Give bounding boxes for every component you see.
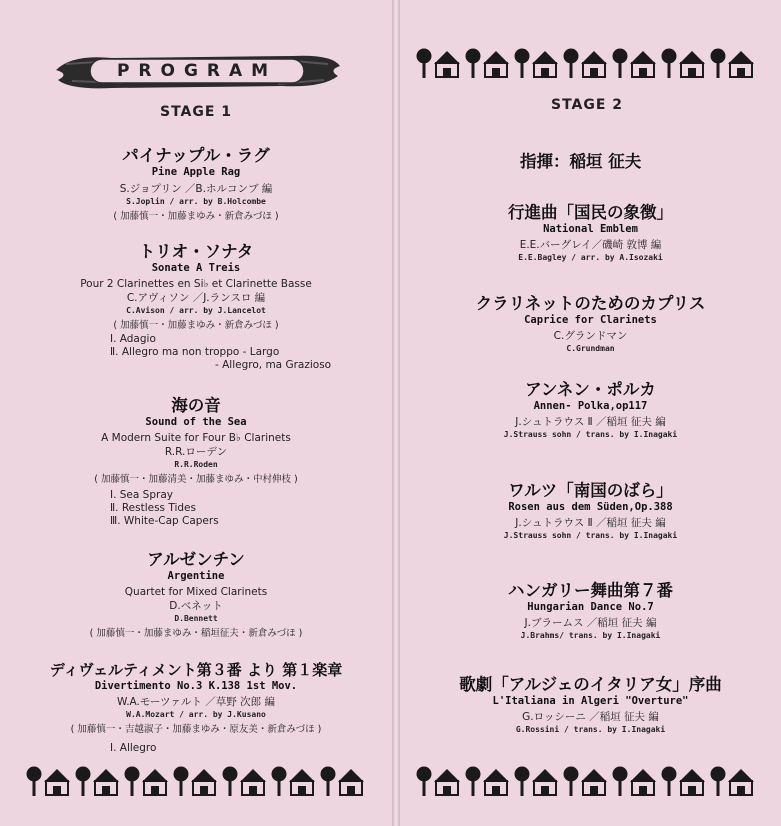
piece-credit: W.A.Mozart / arr. by J.Kusano <box>126 710 266 719</box>
movement: Ⅲ. White-Cap Capers <box>110 515 219 527</box>
piece-credit: C.Grundman <box>566 344 615 353</box>
tree-house-border-icon <box>416 764 762 800</box>
tree-house-tile-icon <box>27 767 71 797</box>
piece-title-en: Argentine <box>167 570 225 582</box>
tree-house-tile-icon <box>272 767 316 797</box>
piece-title-en: L'Italiana in Algeri "Overture" <box>492 695 689 707</box>
tree-house-tile-icon <box>125 767 169 797</box>
piece-credit: S.Joplin / arr. by B.Holcombe <box>126 197 266 206</box>
tree-house-tile-icon <box>417 767 461 797</box>
piece-title-jp: 海の音 <box>171 396 221 415</box>
tree-house-tile-icon <box>613 767 657 797</box>
piece-divertimento <box>0 660 392 737</box>
tree-house-border-icon <box>26 764 372 800</box>
piece-performers: ( 加藤慎一・加藤まゆみ・新倉みづほ ) <box>113 320 279 331</box>
tree-house-tile-icon <box>515 767 559 797</box>
piece-composer: R.R.ローデン <box>164 446 228 458</box>
tree-house-tile-icon <box>466 767 510 797</box>
tree-house-tile-icon <box>662 767 706 797</box>
tree-house-tile-icon <box>515 49 559 79</box>
movement: Ⅱ. Allegro ma non troppo - Largo <box>110 346 280 358</box>
piece-credit: J.Strauss sohn / trans. by I.Inagaki <box>503 430 678 439</box>
movement: Ⅰ. Adagio <box>110 333 156 345</box>
piece-credit: J.Brahms/ trans. by I.Inagaki <box>520 631 661 640</box>
piece-title-jp: ワルツ「南国のばら」 <box>508 481 673 500</box>
piece-instrumentation: Quartet for Mixed Clarinets <box>124 586 268 598</box>
piece-performers: ( 加藤慎一・加藤まゆみ・稲垣征夫・新倉みづほ ) <box>89 628 303 639</box>
piece-composer: C.アヴィソン ／J.ランスロ 編 <box>126 292 266 304</box>
piece-title-en: Sonate A Treis <box>151 262 241 274</box>
piece-hungarian-dance <box>400 581 781 641</box>
piece-title-en: Annen- Polka,op117 <box>533 400 648 412</box>
program-banner-text: PROGRAM <box>116 61 278 81</box>
book-gutter <box>392 0 400 826</box>
tree-house-tile-icon <box>223 767 267 797</box>
piece-pine-apple-rag <box>0 146 392 224</box>
piece-credit: D.Bennett <box>174 614 218 623</box>
piece-title-jp: クラリネットのためのカプリス <box>475 294 706 313</box>
piece-annen-polka <box>400 380 781 440</box>
piece-performers: ( 加藤慎一・加藤まゆみ・新倉みづほ ) <box>113 211 279 222</box>
right-page <box>400 0 781 826</box>
piece-title-jp: アルゼンチン <box>147 550 245 569</box>
piece-instrumentation: A Modern Suite for Four B♭ Clarinets <box>101 432 291 444</box>
piece-title-jp: パイナップル・ラグ <box>122 146 270 165</box>
piece-credit: G.Rossini / trans. by I.Inagaki <box>515 725 666 734</box>
tree-house-tile-icon <box>564 767 608 797</box>
tree-house-tile-icon <box>564 49 608 79</box>
piece-caprice <box>400 294 781 354</box>
piece-composer: D.ベネット <box>169 600 223 612</box>
piece-instrumentation: Pour 2 Clarinettes en Si♭ et Clarinette Basse <box>80 278 312 290</box>
piece-composer: J.ブラームス ／稲垣 征夫 編 <box>524 617 657 629</box>
piece-composer: G.ロッシーニ ／稲垣 征夫 編 <box>522 711 659 723</box>
piece-title-en: Hungarian Dance No.7 <box>527 601 654 613</box>
piece-credit: R.R.Roden <box>174 460 218 469</box>
piece-sonate-a-treis <box>0 242 392 333</box>
piece-italiana-in-algeri <box>400 675 781 735</box>
piece-title-jp: アンネン・ポルカ <box>525 380 656 399</box>
piece-title-en: Sound of the Sea <box>145 416 247 428</box>
movement: Ⅰ. Allegro <box>110 742 157 754</box>
piece-performers: ( 加藤慎一・吉越淑子・加藤まゆみ・原友美・新倉みづほ ) <box>70 724 322 735</box>
piece-title-jp: 行進曲「国民の象徴」 <box>508 203 673 222</box>
stage-2-heading: STAGE 2 <box>551 97 624 113</box>
piece-title-en: National Emblem <box>543 223 638 235</box>
piece-national-emblem <box>400 203 781 263</box>
piece-credit: J.Strauss sohn / trans. by I.Inagaki <box>503 531 678 540</box>
piece-composer: E.E.バーグレイ／磯崎 敦博 編 <box>519 239 662 251</box>
stage-1-heading: STAGE 1 <box>160 104 233 120</box>
piece-credit: E.E.Bagley / arr. by A.Isozaki <box>518 253 663 262</box>
tree-house-tile-icon <box>711 49 755 79</box>
piece-composer: W.A.モーツァルト ／草野 次郎 編 <box>117 696 275 708</box>
tree-house-tile-icon <box>76 767 120 797</box>
piece-title-en: Divertimento No.3 K.138 1st Mov. <box>94 680 298 692</box>
movement: - Allegro, ma Grazioso <box>215 359 332 371</box>
piece-title-jp: トリオ・ソナタ <box>138 242 254 261</box>
piece-sound-of-the-sea <box>0 396 392 487</box>
conductor-line: 指揮：稲垣 征夫 <box>520 152 642 171</box>
movement: Ⅰ. Sea Spray <box>110 489 173 501</box>
piece-title-en: Caprice for Clarinets <box>524 314 657 326</box>
piece-performers: ( 加藤慎一・加藤清美・加藤まゆみ・中村伸枝 ) <box>94 474 298 485</box>
piece-composer: J.シュトラウス Ⅱ ／稲垣 征夫 編 <box>515 517 666 529</box>
tree-house-tile-icon <box>174 767 218 797</box>
tree-house-tile-icon <box>466 49 510 79</box>
piece-composer: S.ジョプリン ／B.ホルコンブ 編 <box>119 183 273 195</box>
piece-title-en: Pine Apple Rag <box>151 166 241 178</box>
tree-house-tile-icon <box>711 767 755 797</box>
piece-title-jp: ハンガリー舞曲第７番 <box>508 581 673 600</box>
movement: Ⅱ. Restless Tides <box>110 502 196 514</box>
tree-house-tile-icon <box>417 49 461 79</box>
piece-argentine <box>0 550 392 641</box>
tree-house-tile-icon <box>321 767 365 797</box>
tree-house-tile-icon <box>613 49 657 79</box>
tree-house-border-icon <box>416 46 762 82</box>
piece-credit: C.Avison / arr. by J.Lancelot <box>126 306 266 315</box>
piece-composer: C.グランドマン <box>553 330 628 342</box>
tree-house-tile-icon <box>662 49 706 79</box>
piece-rosen-aus-dem-suden <box>400 481 781 541</box>
piece-title-jp: 歌劇「アルジェのイタリア女」序曲 <box>459 675 722 694</box>
piece-composer: J.シュトラウス Ⅱ ／稲垣 征夫 編 <box>515 416 666 428</box>
piece-title-en: Rosen aus dem Süden,Op.388 <box>508 501 673 513</box>
piece-title-jp: ディヴェルティメント第３番 より 第１楽章 <box>49 661 343 679</box>
